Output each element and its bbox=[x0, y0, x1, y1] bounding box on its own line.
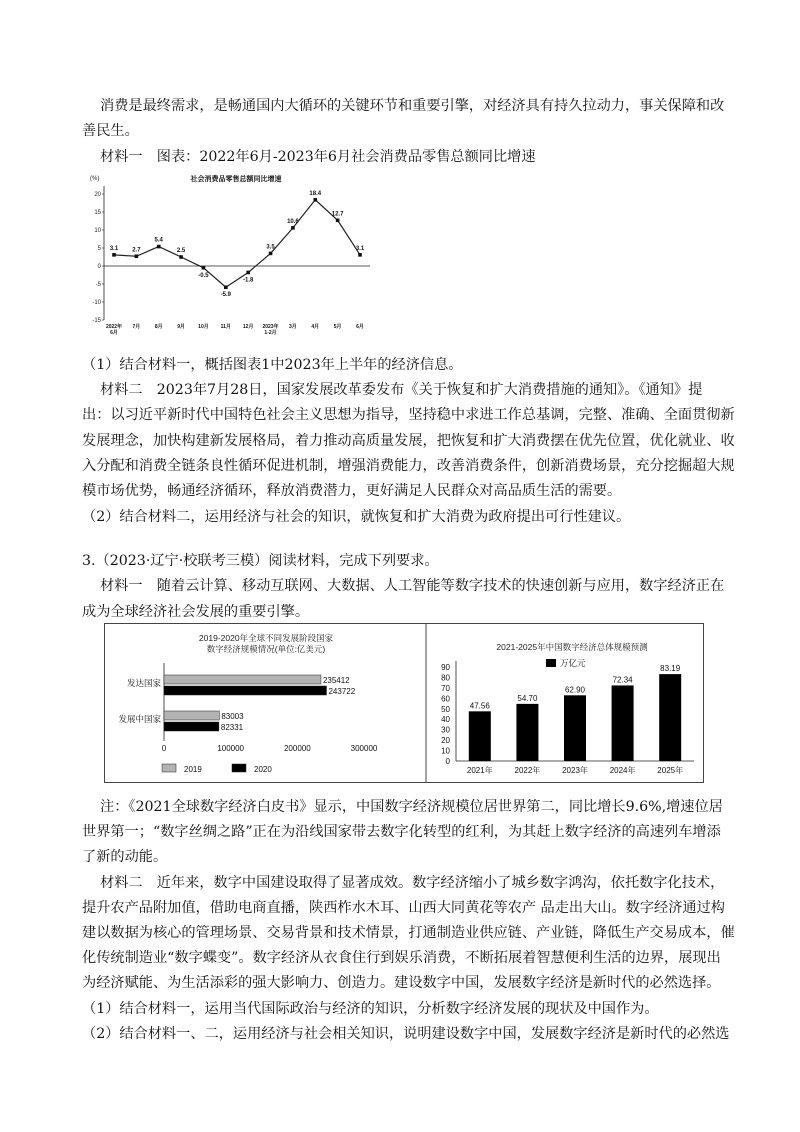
section-3-material-2-line-3: 建以数据为核心的管理场景、交易背景和技术情景，打通制造业供应链、产业链，降低生产交易成本，催 bbox=[82, 925, 735, 941]
y-tick-label: 20 bbox=[441, 736, 450, 746]
y-tick-label: -15 bbox=[92, 318, 101, 324]
bar bbox=[659, 674, 681, 761]
category-label: 发达国家 bbox=[126, 678, 161, 688]
data-point bbox=[269, 252, 273, 256]
section-3-material-2-line-5: 为经济赋能、为生活添彩的强大影响力、创造力。建设数字中国，发展数字经济是新时代的必然选择。 bbox=[82, 975, 721, 991]
bar-value-label: 62.90 bbox=[564, 685, 586, 695]
bar-value-label: 83003 bbox=[221, 712, 244, 721]
y-axis-unit: (%) bbox=[90, 176, 100, 182]
data-point bbox=[135, 254, 139, 258]
x-tick-label: 6月 bbox=[110, 330, 118, 336]
x-tick-label: 3月 bbox=[289, 324, 297, 330]
bar bbox=[469, 711, 491, 761]
paragraph-intro-line-2: 善民生。 bbox=[82, 123, 139, 139]
x-tick-label: 200000 bbox=[283, 744, 311, 753]
y-tick-label: -10 bbox=[92, 300, 101, 306]
bar bbox=[516, 704, 538, 761]
y-tick-label: 50 bbox=[441, 704, 450, 714]
data-label: 2.5 bbox=[176, 248, 186, 254]
data-label: -1.8 bbox=[243, 277, 254, 284]
y-tick-label: 0 bbox=[445, 757, 450, 766]
data-label: 3.1 bbox=[109, 245, 119, 252]
data-point bbox=[336, 218, 340, 222]
bar-value-label: 47.56 bbox=[469, 701, 490, 711]
material-2-line-2: 出：以习近平新时代中国特色社会主义思想为指导，坚持稳中求进工作总基调，完整、准确、全面贯彻新 bbox=[82, 407, 735, 423]
section-3-question-1: （1）结合材料一，运用当代国际政治与经济的知识，分析数字经济发展的现状及中国作为。 bbox=[82, 1001, 659, 1017]
section-3-material-2-line-2: 提升农产品附加值，借助电商直播，陕西柞水木耳、山西大同黄花等农产 品走出大山。数字经济通过构 bbox=[82, 900, 725, 916]
note-line-2: 世界第一；“数字丝绸之路”正在为沿线国家带去数字化转型的红利，为其赶上数字经济的高速列车增添 bbox=[82, 824, 721, 840]
section-3-material-1-line-1: 材料一 随着云计算、移动互联网、大数据、人工智能等数字技术的快速创新与应用，数字经济正在 bbox=[100, 578, 725, 594]
bar bbox=[612, 685, 634, 761]
y-tick-label: 15 bbox=[94, 210, 101, 216]
data-point bbox=[246, 271, 250, 275]
legend-label: 万亿元 bbox=[560, 658, 586, 668]
y-tick-label: 40 bbox=[441, 715, 450, 725]
bar-2019 bbox=[164, 711, 219, 720]
bar-value-label: 235412 bbox=[322, 676, 350, 685]
data-point bbox=[358, 253, 362, 257]
bar-2019 bbox=[164, 675, 321, 684]
data-point bbox=[157, 245, 161, 249]
data-label: 2.7 bbox=[132, 247, 141, 254]
data-point bbox=[179, 255, 183, 259]
x-tick-label: 4月 bbox=[311, 324, 320, 330]
chart-title: 2021-2025年中国数字经济总体规模预测 bbox=[496, 642, 648, 652]
data-point bbox=[313, 198, 317, 202]
y-tick-label: 90 bbox=[441, 663, 450, 672]
data-label: 18.4 bbox=[309, 190, 322, 197]
data-label: -0.5 bbox=[198, 272, 209, 279]
section-3-title: 3.（2023·辽宁·校联考三模）阅读材料，完成下列要求。 bbox=[82, 553, 439, 569]
bar-value-label: 243722 bbox=[328, 687, 356, 696]
x-tick-label: 5月 bbox=[333, 324, 342, 330]
legend-label: 2019 bbox=[184, 765, 202, 774]
x-tick-label: 0 bbox=[161, 744, 167, 753]
bar bbox=[564, 695, 586, 761]
x-tick-label: 100000 bbox=[217, 744, 245, 753]
y-tick-label: 5 bbox=[97, 246, 101, 252]
data-label: 3.1 bbox=[355, 245, 365, 252]
x-tick-label: 6月 bbox=[356, 324, 364, 330]
legend-swatch-2019 bbox=[162, 764, 176, 772]
legend-label: 2020 bbox=[254, 765, 272, 774]
x-tick-label: 7月 bbox=[132, 324, 141, 330]
chart-title: 社会消费品零售总额同比增速 bbox=[190, 176, 282, 183]
question-1: （1）结合材料一，概括图表1中2023年上半年的经济信息。 bbox=[82, 357, 463, 373]
note-line-3: 了新的动能。 bbox=[82, 849, 168, 865]
data-label: 5.4 bbox=[154, 237, 163, 244]
bar-value-label: 82331 bbox=[220, 723, 244, 732]
bar-2020 bbox=[164, 686, 326, 695]
section-3-question-2: （2）结合材料一、二，运用经济与社会相关知识，说明建设数字中国，发展数字经济是新时代的必然选 bbox=[82, 1026, 730, 1042]
material-2-line-5: 模市场优势，畅通经济循环，释放消费潜力，更好满足人民群众对高品质生活的需要。 bbox=[82, 483, 622, 499]
material-2-line-4: 入分配和消费全链条良性循环促进机制，增强消费能力，改善消费条件，创新消费场景，充分挖掘超大规 bbox=[82, 458, 735, 474]
data-point bbox=[224, 285, 228, 289]
paragraph-intro-line-1: 消费是最终需求，是畅通国内大循环的关键环节和重要引擎，对经济具有持久拉动力，事关保障和改 bbox=[100, 98, 725, 114]
y-tick-label: -5 bbox=[95, 282, 101, 288]
material-1-caption: 材料一 图表：2022年6月-2023年6月社会消费品零售总额同比增速 bbox=[100, 149, 536, 165]
data-label: 3.5 bbox=[266, 244, 275, 251]
category-label: 发展中国家 bbox=[118, 714, 161, 724]
x-tick-label: 2022年 bbox=[514, 766, 541, 775]
data-label: 10.6 bbox=[287, 218, 299, 225]
digital-economy-figure bbox=[104, 623, 704, 783]
x-tick-label: 8月 bbox=[154, 324, 163, 330]
section-3-material-1-line-2: 成为全球经济社会发展的重要引擎。 bbox=[82, 604, 310, 620]
y-tick-label: 30 bbox=[441, 725, 450, 735]
material-2-line-3: 发展理念，加快构建新发展格局，着力推动高质量发展，把恢复和扩大消费摆在优先位置，优化就业、收 bbox=[82, 433, 735, 449]
legend-swatch-2020 bbox=[232, 764, 246, 772]
bar-2020 bbox=[164, 722, 219, 731]
y-tick-label: 0 bbox=[97, 264, 101, 270]
x-tick-label: 1-2月 bbox=[264, 330, 277, 336]
bar-value-label: 83.19 bbox=[660, 664, 681, 674]
question-2: （2）结合材料二，运用经济与社会的知识，就恢复和扩大消费为政府提出可行性建议。 bbox=[82, 509, 631, 525]
x-tick-label: 2023年 bbox=[262, 324, 279, 330]
data-label: 12.7 bbox=[331, 211, 344, 218]
bar-value-label: 54.70 bbox=[517, 693, 538, 703]
x-tick-label: 2022年 bbox=[105, 324, 123, 330]
x-tick-label: 11月 bbox=[220, 324, 231, 330]
x-tick-label: 2023年 bbox=[562, 766, 588, 775]
section-3-material-2-line-4: 化传统制造业“数字蝶变”。数字经济从衣食住行到娱乐消费，不断拓展着智慧便利生活的边界，展现出 bbox=[82, 950, 721, 966]
material-2-line-1: 材料二 2023年7月28日，国家发展改革委发布《关于恢复和扩大消费措施的通知》。《通知》提 bbox=[100, 382, 703, 398]
x-tick-label: 2024年 bbox=[609, 766, 636, 775]
y-tick-label: 20 bbox=[94, 192, 101, 198]
data-label: -5.9 bbox=[220, 292, 231, 299]
section-3-material-2-line-1: 材料二 近年来，数字中国建设取得了显著成效。数字经济缩小了城乡数字鸿沟，依托数字化技术， bbox=[100, 875, 725, 891]
note-line-1: 注：《2021全球数字经济白皮书》显示，中国数字经济规模位居世界第二，同比增长9.6%,增速位居 bbox=[100, 799, 723, 815]
y-tick-label: 60 bbox=[441, 694, 450, 704]
data-point bbox=[291, 226, 295, 230]
y-tick-label: 10 bbox=[94, 228, 101, 234]
y-tick-label: 80 bbox=[441, 673, 450, 683]
y-tick-label: 70 bbox=[441, 683, 450, 693]
x-tick-label: 2025年 bbox=[657, 766, 684, 775]
x-tick-label: 12月 bbox=[242, 324, 254, 330]
x-tick-label: 300000 bbox=[350, 744, 378, 753]
series-line bbox=[114, 200, 360, 287]
chart-title: 2019-2020年全球不同发展阶段国家数字经济规模情况(单位:亿美元) bbox=[198, 633, 334, 654]
y-tick-label: 10 bbox=[441, 746, 450, 756]
data-point bbox=[112, 253, 116, 257]
x-tick-label: 10月 bbox=[198, 324, 209, 330]
data-point bbox=[202, 266, 206, 270]
retail-sales-growth-chart bbox=[86, 170, 386, 342]
x-tick-label: 2021年 bbox=[466, 766, 493, 775]
legend-swatch bbox=[546, 659, 556, 667]
x-tick-label: 9月 bbox=[177, 324, 185, 330]
bar-value-label: 72.34 bbox=[612, 675, 633, 685]
